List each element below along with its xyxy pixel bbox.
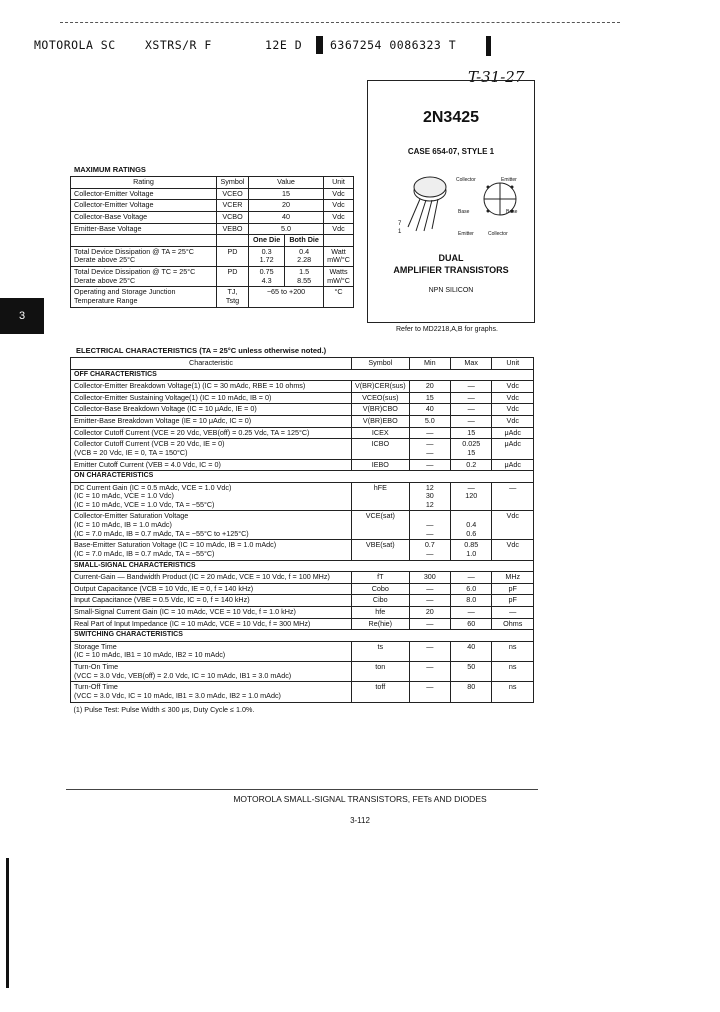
characteristic-cell: DC Current Gain (IC = 0.5 mAdc, VCE = 1.0 Vdc) (IC = 10 mAdc, VCE = 1.0 Vdc) (IC = 10 mAdc, VCE = 1.0 Vdc, TA = −55°C) (71, 482, 352, 511)
table-row (71, 246, 354, 266)
col-header-max: Max (450, 358, 491, 370)
symbol-cell: V(BR)EBO (351, 415, 409, 427)
min-cell: — — (409, 511, 450, 540)
table-row (71, 606, 534, 618)
characteristic-cell: Current-Gain — Bandwidth Product (IC = 20 mAdc, VCE = 10 Vdc, f = 100 MHz) (71, 572, 352, 584)
unit-cell: — (492, 482, 534, 511)
min-cell: — (409, 641, 450, 661)
header-mark-bar-2 (486, 36, 491, 56)
elec-char-table (70, 357, 534, 715)
max-ratings-table (70, 176, 354, 308)
unit-cell: ns (492, 641, 534, 661)
table-row (71, 427, 534, 439)
max-cell: — (450, 392, 491, 404)
blank-cell (324, 235, 354, 247)
symbol-cell: VCE(sat) (351, 511, 409, 540)
footnote: (1) Pulse Test: Pulse Width ≤ 300 μs, Duty Cycle ≤ 1.0%. (73, 704, 255, 714)
col-header-characteristic: Characteristic (71, 358, 352, 370)
unit-cell: Vdc (492, 415, 534, 427)
min-cell: — (409, 682, 450, 702)
case-style: CASE 654-07, STYLE 1 (407, 147, 495, 156)
part-number: 2N3425 (422, 109, 480, 126)
table-row (71, 511, 534, 540)
symbol-cell: fT (351, 572, 409, 584)
value-cell: 0.75 4.3 (249, 267, 285, 287)
characteristic-cell: Input Capacitance (VBE = 0.5 Vdc, IC = 0, f = 140 kHz) (71, 595, 352, 607)
table-row (71, 459, 534, 471)
table-row (71, 200, 354, 212)
footer-title: MOTOROLA SMALL-SIGNAL TRANSISTORS, FETs AND DIODES (233, 794, 487, 804)
section-title: ON CHARACTERISTICS (71, 471, 534, 482)
min-cell: 15 (409, 392, 450, 404)
section-header-row (71, 471, 534, 482)
top-rule (60, 22, 620, 23)
value-cell: 0.4 2.28 (285, 246, 324, 266)
characteristic-cell: Collector Cutoff Current (VCB = 20 Vdc, IE = 0) (VCB = 20 Vdc, IE = 0, TA = 150°C) (71, 439, 352, 459)
blank-cell (217, 235, 249, 247)
unit-cell: Vdc (492, 404, 534, 416)
section-title: SWITCHING CHARACTERISTICS (71, 630, 534, 641)
refer-note: Refer to MD2218,A,B for graphs. (396, 326, 498, 333)
max-cell: 80 (450, 682, 491, 702)
section-header-row (71, 369, 534, 380)
rating-cell: Collector-Emitter Voltage (71, 200, 217, 212)
characteristic-cell: Turn-Off Time (VCC = 3.0 Vdc, IC = 10 mAdc, IB1 = 3.0 mAdc, IB2 = 1.0 mAdc) (71, 682, 352, 702)
symbol-cell: Cobo (351, 583, 409, 595)
symbol-cell: V(BR)CER(sus) (351, 381, 409, 393)
symbol-cell: VEBO (217, 223, 249, 235)
characteristic-cell: Emitter-Base Breakdown Voltage (IE = 10 μAdc, IC = 0) (71, 415, 352, 427)
table-row (71, 682, 534, 702)
table-row (71, 641, 534, 661)
handwritten-note: T-31-27 (468, 68, 525, 86)
symbol-cell: PD (217, 267, 249, 287)
max-cell: 6.0 (450, 583, 491, 595)
value-cell: 40 (249, 211, 324, 223)
symbol-cell: VBE(sat) (351, 540, 409, 560)
header-division: XSTRS/R F (145, 38, 212, 52)
unit-cell: ns (492, 682, 534, 702)
table-row (71, 188, 354, 200)
value-cell: 0.3 1.72 (249, 246, 285, 266)
min-cell: — (409, 583, 450, 595)
symbol-cell: ICBO (351, 439, 409, 459)
table-row (71, 267, 354, 287)
pin-label-emitter-1: Emitter (501, 177, 517, 183)
max-cell: — (450, 572, 491, 584)
unit-cell: Vdc (492, 381, 534, 393)
value-cell: 5.0 (249, 223, 324, 235)
value-cell: −65 to +200 (249, 287, 324, 307)
max-cell: 0.85 1.0 (450, 540, 491, 560)
min-cell: 20 (409, 606, 450, 618)
characteristic-cell: Output Capacitance (VCB = 10 Vdc, IE = 0, f = 140 kHz) (71, 583, 352, 595)
sub-header-both-die: Both Die (285, 235, 324, 247)
unit-cell: Vdc (324, 188, 354, 200)
left-edge-mark (6, 858, 9, 988)
max-cell: — 120 (450, 482, 491, 511)
table-row (71, 287, 354, 307)
pin-number-7: 7 (398, 221, 402, 227)
min-cell: — (409, 427, 450, 439)
value-cell: 15 (249, 188, 324, 200)
min-cell: 5.0 (409, 415, 450, 427)
value-cell: 1.5 8.55 (285, 267, 324, 287)
symbol-cell: Re(hie) (351, 618, 409, 630)
section-title: OFF CHARACTERISTICS (71, 369, 534, 380)
symbol-cell: ICEX (351, 427, 409, 439)
pin-label-base-1: Base (458, 209, 470, 215)
unit-cell: Vdc (324, 200, 354, 212)
characteristic-cell: Base-Emitter Saturation Voltage (IC = 10 mAdc, IB = 1.0 mAdc) (IC = 7.0 mAdc, IB = 0.7 mAdc, TA = −55°C) (71, 540, 352, 560)
min-cell: — (409, 618, 450, 630)
unit-cell: Vdc (324, 223, 354, 235)
footer-rule (66, 789, 538, 790)
unit-cell: Vdc (492, 540, 534, 560)
characteristic-cell: Turn-On Time (VCC = 3.0 Vdc, VEB(off) = 2.0 Vdc, IC = 10 mAdc, IB1 = 3.0 mAdc) (71, 661, 352, 681)
header-code1: 12E D (265, 38, 303, 52)
elec-title: ELECTRICAL CHARACTERISTICS (TA = 25°C unless otherwise noted.) (76, 346, 327, 355)
unit-cell: — (492, 606, 534, 618)
symbol-cell: VCEO(sus) (351, 392, 409, 404)
pin-label-collector-1: Collector (456, 177, 476, 183)
col-header-rating: Rating (71, 177, 217, 189)
col-header-unit: Unit (324, 177, 354, 189)
rating-cell: Total Device Dissipation @ TC = 25°C Derate above 25°C (71, 267, 217, 287)
table-row (71, 595, 534, 607)
symbol-cell: TJ, Tstg (217, 287, 249, 307)
symbol-cell: Cibo (351, 595, 409, 607)
page-number: 3-112 (350, 816, 370, 825)
header-code2: 6367254 0086323 T (330, 38, 457, 52)
pin-number-1: 1 (398, 229, 402, 235)
symbol-cell: VCEO (217, 188, 249, 200)
min-cell: 20 (409, 381, 450, 393)
unit-cell: μAdc (492, 427, 534, 439)
unit-cell: Vdc (492, 392, 534, 404)
unit-cell: pF (492, 595, 534, 607)
characteristic-cell: Emitter Cutoff Current (VEB = 4.0 Vdc, IC = 0) (71, 459, 352, 471)
sub-header-one-die: One Die (249, 235, 285, 247)
unit-cell: Watt mW/°C (324, 246, 354, 266)
unit-cell: Ohms (492, 618, 534, 630)
table-row (71, 482, 534, 511)
characteristic-cell: Real Part of Input Impedance (IC = 10 mAdc, VCE = 10 Vdc, f = 300 MHz) (71, 618, 352, 630)
characteristic-cell: Collector-Emitter Breakdown Voltage(1) (IC = 30 mAdc, RBE = 10 ohms) (71, 381, 352, 393)
symbol-cell: hfe (351, 606, 409, 618)
max-cell: — (450, 606, 491, 618)
unit-cell: Vdc (492, 511, 534, 540)
unit-cell: °C (324, 287, 354, 307)
unit-cell: Vdc (324, 211, 354, 223)
unit-cell: μAdc (492, 459, 534, 471)
max-cell: 0.025 15 (450, 439, 491, 459)
table-row (71, 392, 534, 404)
section-header-row (71, 560, 534, 571)
unit-cell: Watts mW/°C (324, 267, 354, 287)
device-desc-line1: DUAL (438, 253, 464, 263)
min-cell: 12 30 12 (409, 482, 450, 511)
min-cell: 300 (409, 572, 450, 584)
symbol-cell: toff (351, 682, 409, 702)
max-cell: 0.4 0.6 (450, 511, 491, 540)
max-cell: 60 (450, 618, 491, 630)
blank-cell (71, 235, 217, 247)
symbol-cell: VCBO (217, 211, 249, 223)
table-row (71, 572, 534, 584)
symbol-cell: IEBO (351, 459, 409, 471)
col-header-unit: Unit (492, 358, 534, 370)
rating-cell: Operating and Storage Junction Temperature Range (71, 287, 217, 307)
table-row (71, 223, 354, 235)
part-info-box (367, 80, 535, 323)
pin-label-emitter-2: Emitter (458, 231, 474, 237)
pin-label-collector-2: Collector (488, 231, 508, 237)
value-cell: 20 (249, 200, 324, 212)
col-header-value: Value (249, 177, 324, 189)
elec-table-body (71, 369, 534, 715)
device-desc-line2: AMPLIFIER TRANSISTORS (393, 265, 509, 275)
table-row (71, 439, 534, 459)
symbol-cell: ts (351, 641, 409, 661)
col-header-symbol: Symbol (217, 177, 249, 189)
table-row (71, 211, 354, 223)
rating-cell: Collector-Base Voltage (71, 211, 217, 223)
table-row (71, 415, 534, 427)
characteristic-cell: Collector Cutoff Current (VCE = 20 Vdc, VEB(off) = 0.25 Vdc, TA = 125°C) (71, 427, 352, 439)
unit-cell: MHz (492, 572, 534, 584)
min-cell: — (409, 459, 450, 471)
section-title: SMALL-SIGNAL CHARACTERISTICS (71, 560, 534, 571)
rating-cell: Emitter-Base Voltage (71, 223, 217, 235)
col-header-symbol: Symbol (351, 358, 409, 370)
max-cell: 0.2 (450, 459, 491, 471)
min-cell: — (409, 661, 450, 681)
characteristic-cell: Collector-Base Breakdown Voltage (IC = 10 μAdc, IE = 0) (71, 404, 352, 416)
section-header-row (71, 630, 534, 641)
symbol-cell: V(BR)CBO (351, 404, 409, 416)
max-cell: 15 (450, 427, 491, 439)
header-company: MOTOROLA SC (34, 38, 116, 52)
max-cell: — (450, 381, 491, 393)
unit-cell: ns (492, 661, 534, 681)
polarity-label: NPN SILICON (428, 287, 474, 294)
section-tab: 3 (0, 298, 44, 334)
characteristic-cell: Storage Time (IC = 10 mAdc, IB1 = 10 mAdc, IB2 = 10 mAdc) (71, 641, 352, 661)
max-cell: — (450, 404, 491, 416)
symbol-cell: ton (351, 661, 409, 681)
unit-cell: μAdc (492, 439, 534, 459)
max-cell: 8.0 (450, 595, 491, 607)
rating-cell: Total Device Dissipation @ TA = 25°C Derate above 25°C (71, 246, 217, 266)
table-row (71, 661, 534, 681)
characteristic-cell: Collector-Emitter Saturation Voltage (IC = 10 mAdc, IB = 1.0 mAdc) (IC = 7.0 mAdc, IB = 0.7 mAdc, TA = −55°C to +125°C) (71, 511, 352, 540)
max-cell: — (450, 415, 491, 427)
symbol-cell: hFE (351, 482, 409, 511)
characteristic-cell: Collector-Emitter Sustaining Voltage(1) (IC = 10 mAdc, IB = 0) (71, 392, 352, 404)
max-cell: 50 (450, 661, 491, 681)
table-row (71, 618, 534, 630)
min-cell: 40 (409, 404, 450, 416)
min-cell: — (409, 595, 450, 607)
symbol-cell: PD (217, 246, 249, 266)
symbol-cell: VCER (217, 200, 249, 212)
max-ratings-title: MAXIMUM RATINGS (74, 165, 146, 174)
unit-cell: pF (492, 583, 534, 595)
table-row (71, 381, 534, 393)
max-cell: 40 (450, 641, 491, 661)
table-row (71, 404, 534, 416)
table-row (71, 540, 534, 560)
header-mark-bar (316, 36, 323, 54)
characteristic-cell: Small-Signal Current Gain (IC = 10 mAdc, VCE = 10 Vdc, f = 1.0 kHz) (71, 606, 352, 618)
pin-label-base-2: Base (506, 209, 518, 215)
min-cell: — — (409, 439, 450, 459)
col-header-min: Min (409, 358, 450, 370)
table-row (71, 583, 534, 595)
min-cell: 0.7 — (409, 540, 450, 560)
rating-cell: Collector-Emitter Voltage (71, 188, 217, 200)
